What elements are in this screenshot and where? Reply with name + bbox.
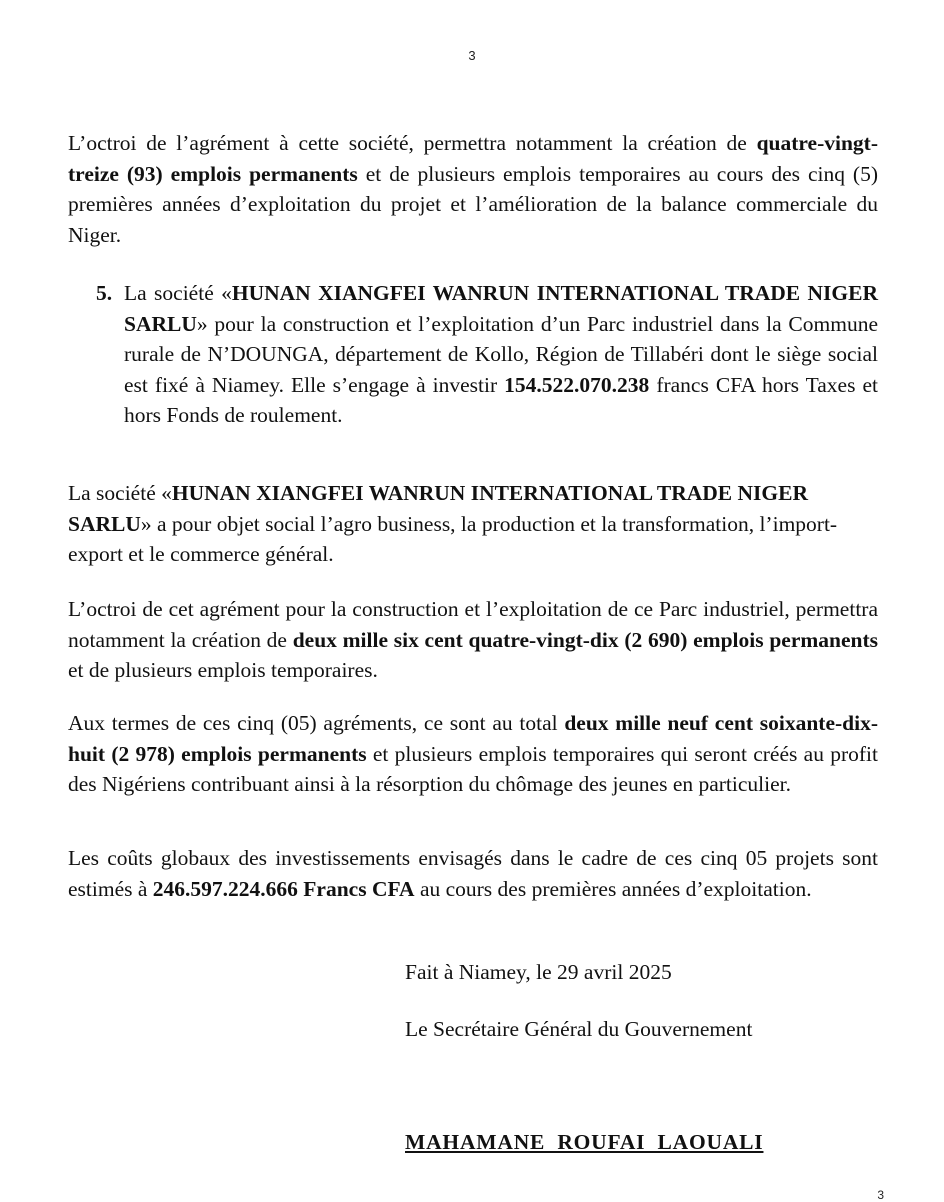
- item5-text-c: » pour la construction et l’exploitation d’un Parc industriel dans la Commune rurale de N’DOUNGA, département de Kollo, Région de Tillabéri dont le siège social est fixé à Niamey. Elle s’engage à investir: [124, 311, 878, 397]
- p4-bold-total-emplois: deux mille neuf cent soixante-dix-huit (2 978) emplois permanents: [68, 711, 878, 766]
- p1-bold-emplois: quatre-vingt-treize (93) emplois permanents: [68, 131, 878, 186]
- paragraph-objet-social: [68, 478, 878, 570]
- paragraph-parc-industriel-emplois: [68, 594, 878, 686]
- paragraph-agrement-creation-emplois: [68, 128, 878, 250]
- paragraph-total-emplois: [68, 708, 878, 800]
- p1-text-c: et de plusieurs emplois temporaires au cours des cinq (5) premières années d’exploitation du projet et l’amélioration de la balance commerciale du Niger.: [68, 161, 878, 247]
- paragraph-couts-globaux: [68, 843, 878, 904]
- list-item-number: 5.: [96, 281, 113, 305]
- p3-bold-emplois: deux mille six cent quatre-vingt-dix (2 690) emplois permanents: [292, 627, 878, 652]
- p3-text-c: et de plusieurs emplois temporaires.: [68, 658, 378, 682]
- p5-text-c: au cours des premières années d’exploitation.: [414, 876, 812, 901]
- item5-text-a: La société «: [124, 281, 232, 305]
- corner-page-number: 3: [877, 1188, 884, 1202]
- p4-text-c: et plusieurs emplois temporaires qui seront créés au profit des Nigériens contribuant ainsi à la résorption du chômage des jeunes en particulier.: [68, 741, 878, 796]
- p2-text-a: La société «: [68, 481, 172, 505]
- p3-text-a: L’octroi de cet agrément pour la construction et l’exploitation de ce Parc industriel, permettra notamment la création de: [68, 597, 878, 652]
- p5-bold-montant: 246.597.224.666 Francs CFA: [152, 876, 415, 901]
- p1-text-a: L’octroi de l’agrément à cette société, permettra notamment la création de: [68, 131, 757, 155]
- signatory-title: Le Secrétaire Général du Gouvernement: [405, 1017, 753, 1041]
- page-number: 3: [468, 48, 476, 63]
- item5-text-e: francs CFA hors Taxes et hors Fonds de roulement.: [124, 372, 878, 427]
- signatory-name: MAHAMANE ROUFAI LAOUALI: [405, 1130, 764, 1154]
- place-and-date: Fait à Niamey, le 29 avril 2025: [405, 960, 672, 984]
- item5-investment-amount: 154.522.070.238: [504, 372, 650, 397]
- p2-company-name: HUNAN XIANGFEI WANRUN INTERNATIONAL TRADE NIGER SARLU: [68, 481, 809, 536]
- p4-text-a: Aux termes de ces cinq (05) agréments, ce sont au total: [68, 711, 565, 735]
- item5-company-name: HUNAN XIANGFEI WANRUN INTERNATIONAL TRADE NIGER SARLU: [124, 281, 878, 336]
- list-item-5-hunan-xiangfei: [124, 278, 878, 431]
- p2-text-c: » a pour objet social l’agro business, la production et la transformation, l’import-export et le commerce général.: [68, 511, 838, 566]
- p5-text-a: Les coûts globaux des investissements envisagés dans le cadre de ces cinq 05 projets sont estimés à: [68, 846, 878, 901]
